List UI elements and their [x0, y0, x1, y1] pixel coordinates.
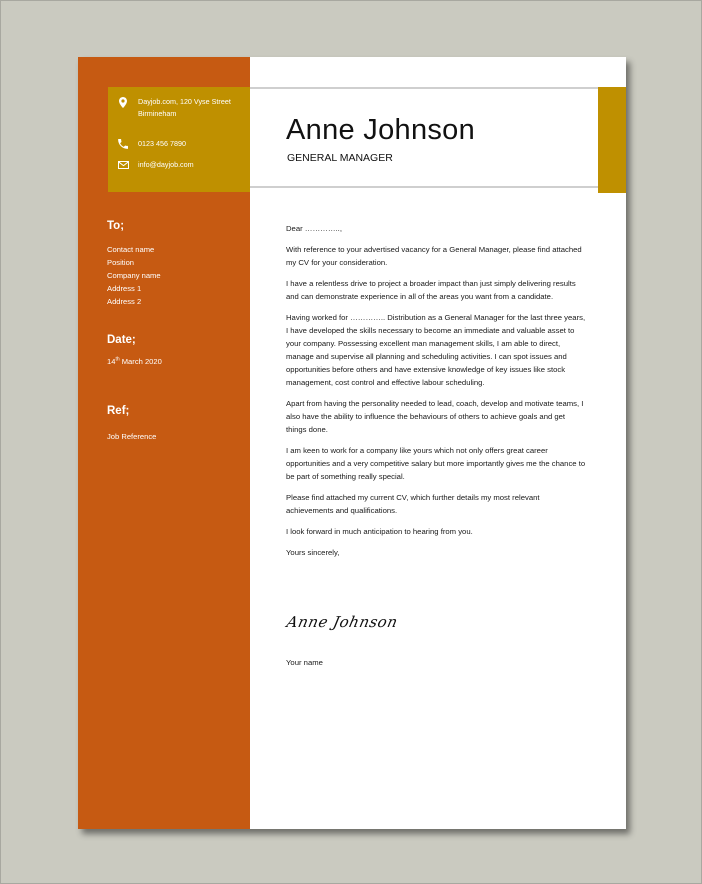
- date-day: 14: [107, 357, 116, 366]
- letter-paragraph: Apart from having the personality needed to lead, coach, develop and motivate teams, I also have the ability to influence the behaviours of others to achieve goals and get things done.: [286, 399, 584, 434]
- ref-value: Job Reference: [107, 432, 157, 441]
- contact-email-row: [117, 159, 248, 171]
- contact-address-row: [117, 96, 248, 120]
- job-title: GENERAL MANAGER: [287, 152, 393, 164]
- letter-paragraph: I have a relentless drive to project a broader impact than just simply delivering results and can demonstrate experience in all of the areas you want from a candidate.: [286, 279, 576, 301]
- header-accent-bar: [598, 87, 626, 193]
- your-name: Your name: [286, 658, 323, 667]
- date-heading: Date;: [107, 334, 136, 346]
- date-value: [107, 355, 162, 368]
- letter-paragraph: I look forward in much anticipation to hearing from you.: [286, 527, 473, 536]
- contact-address: Dayjob.com, 120 Vyse Street Birmineham: [138, 97, 231, 118]
- signature: Anne Johnson: [285, 613, 400, 631]
- salutation: Dear …………..,: [286, 224, 342, 233]
- cover-letter-page: [78, 57, 626, 829]
- letter-paragraph: Please find attached my current CV, which further details my most relevant achievements and qualifications.: [286, 493, 540, 515]
- letter-paragraph: With reference to your advertised vacancy for a General Manager, please find attached my CV for your consideration.: [286, 245, 582, 267]
- letter-body: [286, 222, 586, 567]
- email-icon: [117, 159, 129, 171]
- to-position: Position: [107, 258, 135, 267]
- contact-email: info@dayjob.com: [138, 160, 194, 169]
- location-pin-icon: [117, 96, 129, 108]
- contact-box: [108, 87, 250, 192]
- to-address-2: Address 2: [107, 297, 142, 306]
- date-suffix: th: [115, 356, 120, 363]
- to-heading: To;: [107, 220, 125, 232]
- contact-phone: 0123 456 7890: [138, 139, 186, 148]
- to-contact-name: Contact name: [107, 245, 155, 254]
- sidebar: [78, 57, 250, 829]
- letter-paragraph: Having worked for ………….. Distribution as a General Manager for the last three years, I have developed the skills necessary to become an immediate and valuable asset to your company. Possessing excellent man management skills, I am able to direct, manage and supervise all planning and scheduling activities. I can spot issues and opportunities before others and have extensive knowledge of key issues like stock management, cost control and effective labour scheduling.: [286, 313, 586, 387]
- letter-paragraph: I am keen to work for a company like yours which not only offers great career opportunities and a very competitive salary but more importantly gives me the chance to be part of something really special.: [286, 446, 586, 481]
- to-list: [107, 243, 161, 308]
- contact-phone-row: [117, 138, 248, 150]
- to-address-1: Address 1: [107, 284, 142, 293]
- date-rest: March 2020: [119, 357, 162, 366]
- to-company-name: Company name: [107, 271, 161, 280]
- ref-heading: Ref;: [107, 405, 130, 417]
- applicant-name: Anne Johnson: [286, 114, 476, 146]
- phone-icon: [117, 138, 129, 150]
- closing: Yours sincerely,: [286, 548, 340, 557]
